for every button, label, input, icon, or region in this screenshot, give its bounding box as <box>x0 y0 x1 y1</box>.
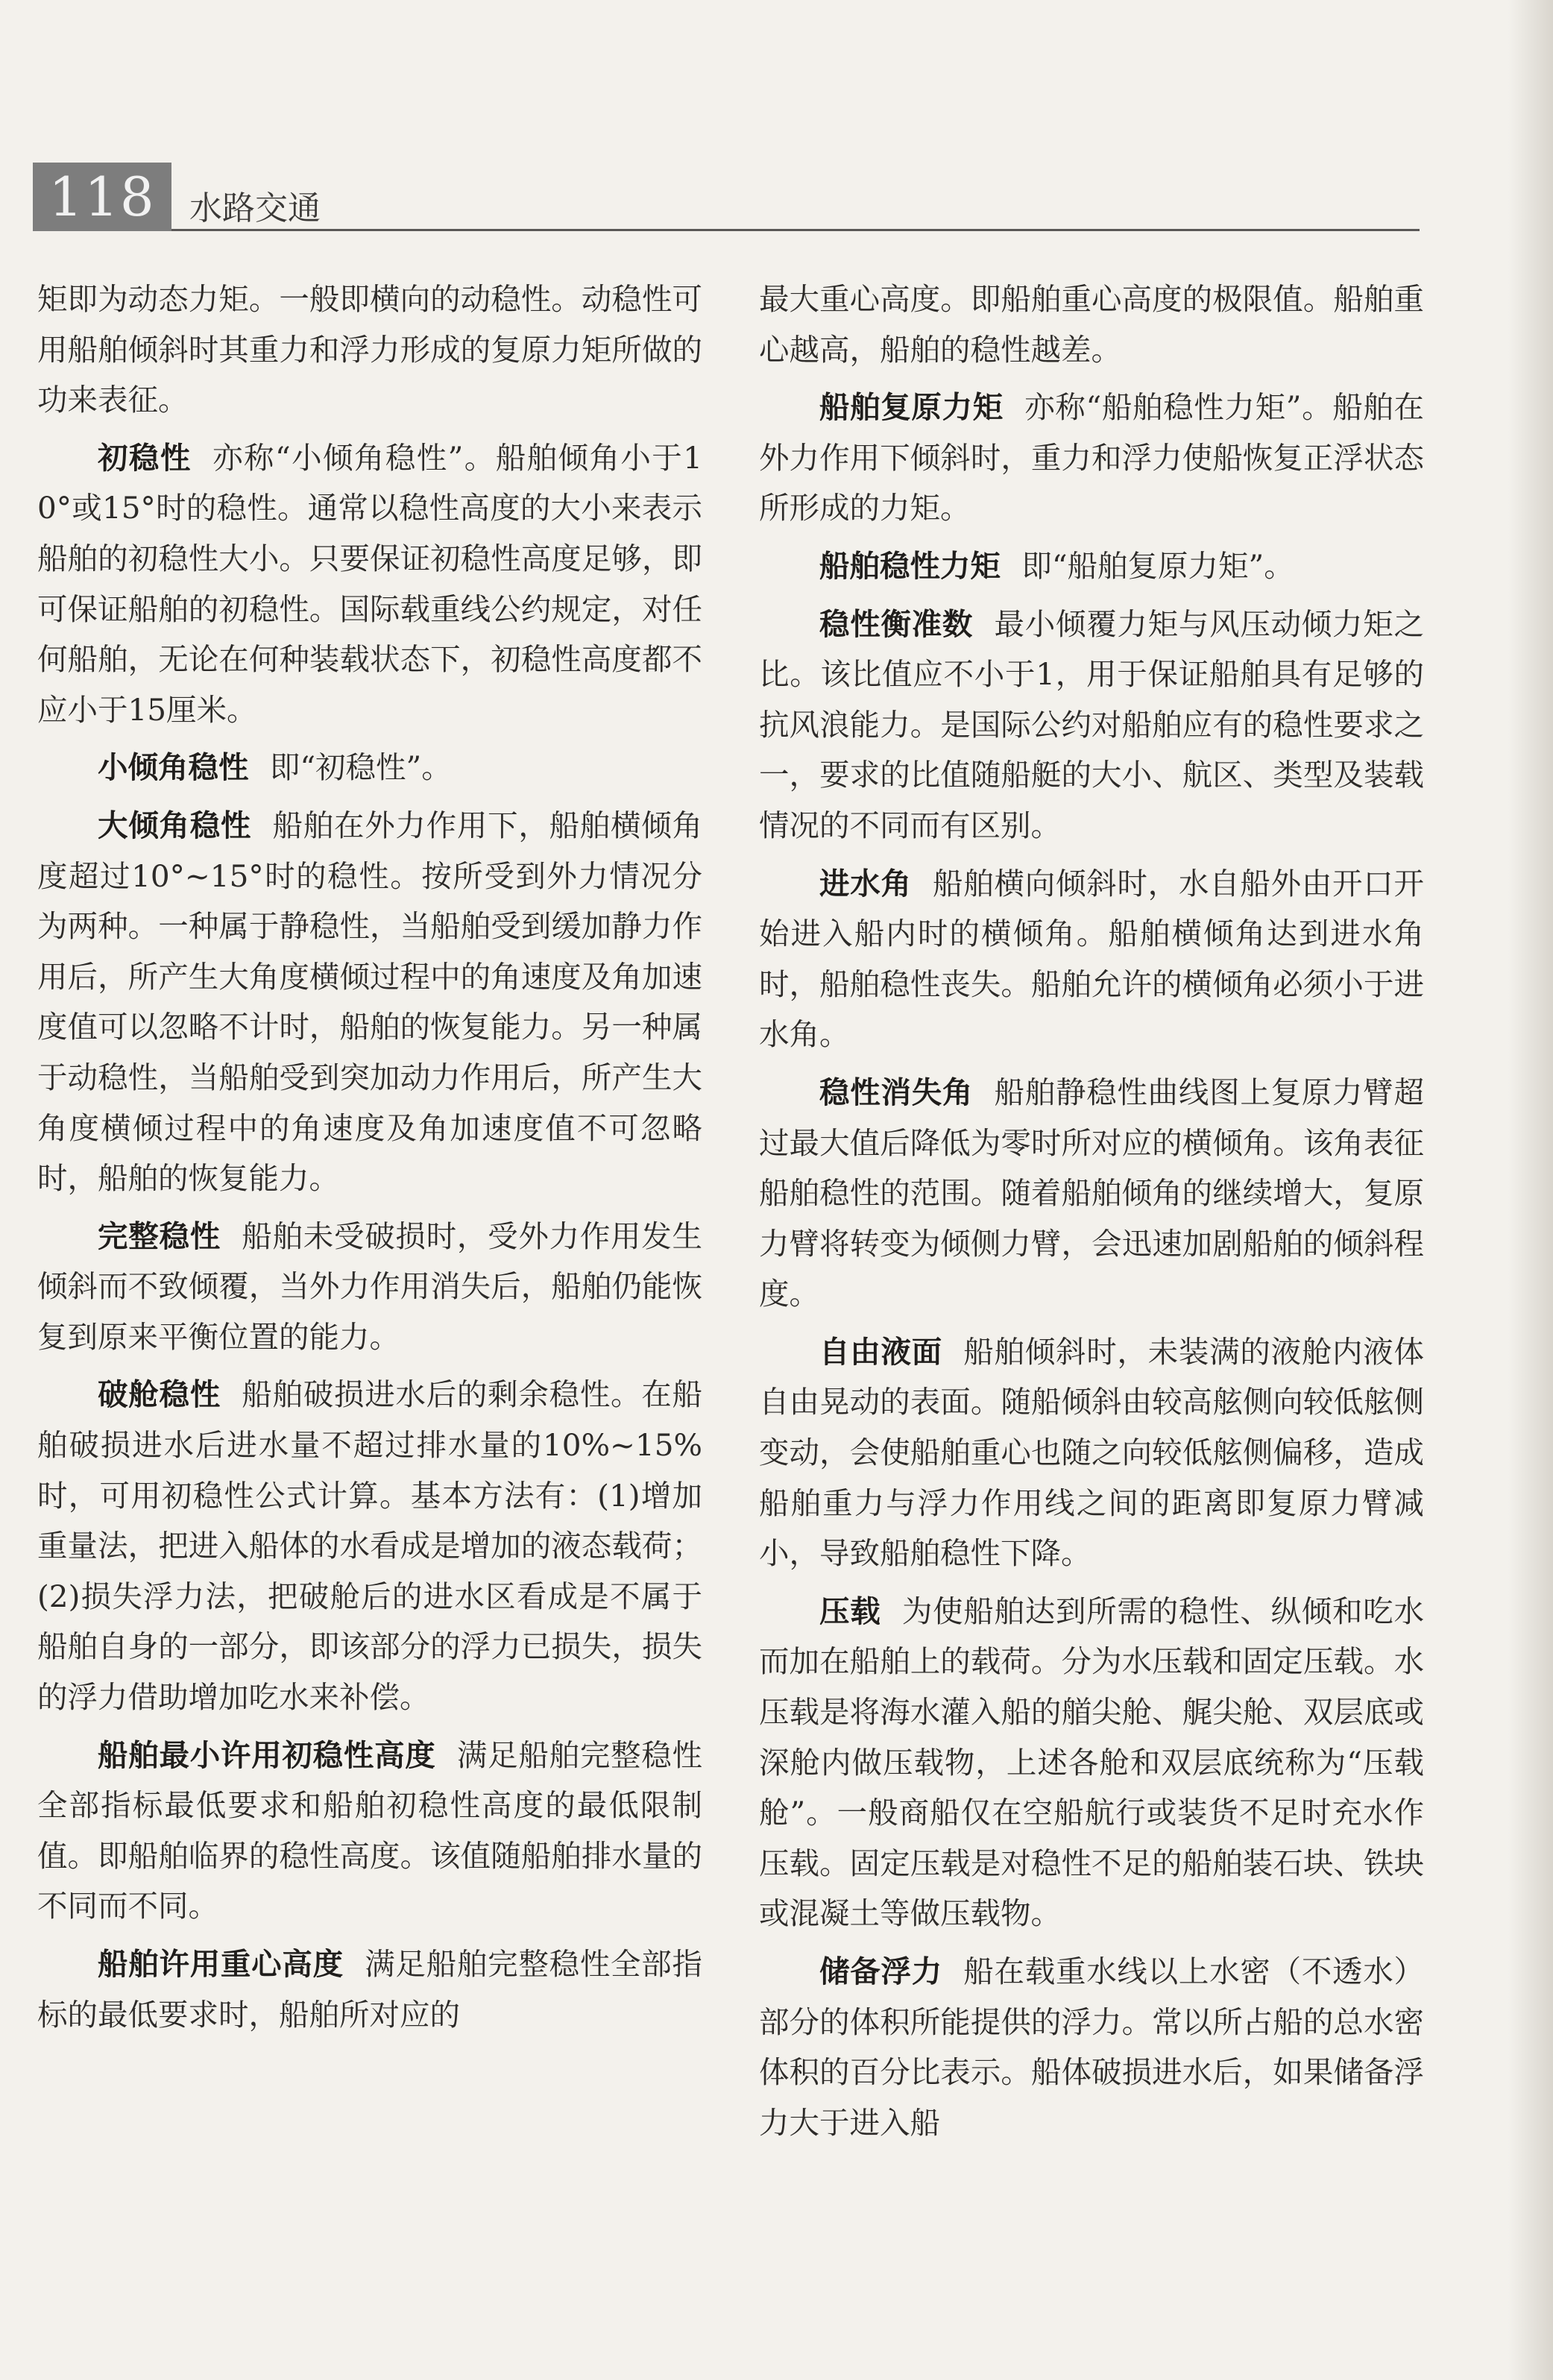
entry-term: 船舶许用重心高度 <box>98 1946 344 1982</box>
page-edge-shadow <box>1508 0 1553 2380</box>
entry-term: 压载 <box>819 1593 881 1629</box>
entry-term: 稳性衡准数 <box>819 605 974 642</box>
header-rule <box>171 229 1420 231</box>
glossary-entry <box>37 801 702 1204</box>
entry-definition: 船在载重水线以上水密（不透水）部分的体积所能提供的浮力。常以所占船的总水密体积的百分比表示。船体破损进水后，如果储备浮力大于进入船 <box>759 1954 1425 2141</box>
entry-definition: 最小倾覆力矩与风压动倾力矩之比。该比值应不小于1，用于保证船舶具有足够的抗风浪能力。是国际公约对船舶应有的稳性要求之一，要求的比值随船艇的大小、航区、类型及装载情况的不同而有区别。 <box>759 605 1425 843</box>
continued-paragraph <box>759 274 1424 375</box>
glossary-entry <box>37 1939 702 2040</box>
entry-definition: 最大重心高度。即船舶重心高度的极限值。船舶重心越高，船舶的稳性越差。 <box>759 281 1424 368</box>
entry-term: 大倾角稳性 <box>98 807 252 843</box>
entry-term: 小倾角稳性 <box>98 749 249 786</box>
entry-term: 稳性消失角 <box>819 1074 974 1110</box>
running-header <box>33 163 1420 231</box>
glossary-entry <box>759 599 1424 851</box>
glossary-entry <box>37 743 702 793</box>
entry-term: 储备浮力 <box>819 1954 942 1989</box>
glossary-entry <box>759 859 1424 1060</box>
entry-term: 破舱稳性 <box>98 1376 221 1413</box>
entry-term: 完整稳性 <box>98 1218 221 1254</box>
entry-term: 初稳性 <box>98 439 192 476</box>
glossary-entry <box>759 1327 1424 1579</box>
entry-definition: 船舶未受破损时，受外力作用发生倾斜而不致倾覆，当外力作用消失后，船舶仍能恢复到原来平衡位置的能力。 <box>37 1218 703 1355</box>
entry-definition: 船舶破损进水后的剩余稳性。在船舶破损进水后进水量不超过排水量的10%~15%时，可用初稳性公式计算。基本方法有：(1)增加重量法，把进入船体的水看成是增加的液态载荷；(2)损失浮力法，把破舱后的进水区看成是不属于船舶自身的一部分，即该部分的浮力已损失，损失的浮力借助增加吃水来补偿。 <box>37 1376 703 1716</box>
glossary-entry <box>759 1587 1424 1939</box>
entry-definition: 即“船舶复原力矩”。 <box>1021 547 1294 584</box>
entry-term: 自由液面 <box>819 1333 942 1370</box>
glossary-entry <box>759 1068 1424 1320</box>
continued-paragraph <box>37 274 702 426</box>
entry-definition: 船舶在外力作用下，船舶横倾角度超过10°~15°时的稳性。按所受到外力情况分为两种。一种属于静稳性，当船舶受到缓加静力作用后，所产生大角度横倾过程中的角速度及角加速度值可以忽略不计时，船舶的恢复能力。另一种属于动稳性，当船舶受到突加动力作用后，所产生大角度横倾过程中的角速度及角加速度值不可忽略时，船舶的恢复能力。 <box>37 807 703 1197</box>
entry-definition: 满足船舶完整稳性全部指标的最低要求时，船舶所对应的 <box>37 1946 703 2033</box>
entry-definition: 亦称“船舶稳性力矩”。船舶在外力作用下倾斜时，重力和浮力使船恢复正浮状态所形成的力矩。 <box>759 389 1424 526</box>
glossary-entry <box>37 433 702 736</box>
glossary-entry <box>759 1947 1424 2148</box>
entry-definition: 为使船舶达到所需的稳性、纵倾和吃水而加在船舶上的载荷。分为水压载和固定压载。水压载是将海水灌入船的艏尖舱、艉尖舱、双层底或深舱内做压载物，上述各舱和双层底统称为“压载舱”。一般商船仅在空船航行或装货不足时充水作压载。固定压载是对稳性不足的船舶装石块、铁块或混凝土等做压载物。 <box>759 1593 1425 1932</box>
right-text-column <box>759 274 1424 2156</box>
entry-term: 船舶最小许用初稳性高度 <box>98 1737 436 1773</box>
entry-term: 船舶稳性力矩 <box>819 547 1001 584</box>
entry-definition: 即“初稳性”。 <box>269 749 452 786</box>
entry-definition: 满足船舶完整稳性全部指标最低要求和船舶初稳性高度的最低限制值。即船舶临界的稳性高度。该值随船舶排水量的不同而不同。 <box>37 1737 703 1924</box>
page-number: 118 <box>33 163 171 231</box>
left-text-column <box>37 274 702 2047</box>
glossary-entry <box>37 1731 702 1932</box>
entry-definition: 船舶倾斜时，未装满的液舱内液体自由晃动的表面。随船倾斜由较高舷侧向较低舷侧变动，会使船舶重心也随之向较低舷侧偏移，造成船舶重力与浮力作用线之间的距离即复原力臂减小，导致船舶稳性下降。 <box>759 1333 1425 1572</box>
entry-term: 进水角 <box>819 865 912 901</box>
entry-definition: 矩即为动态力矩。一般即横向的动稳性。动稳性可用船舶倾斜时其重力和浮力形成的复原力矩所做的功来表征。 <box>37 281 702 418</box>
glossary-entry <box>37 1212 702 1363</box>
glossary-entry <box>759 541 1424 592</box>
entry-definition: 船舶静稳性曲线图上复原力臂超过最大值后降低为零时所对应的横倾角。该角表征船舶稳性的范围。随着船舶倾角的继续增大，复原力臂将转变为倾侧力臂，会迅速加剧船舶的倾斜程度。 <box>759 1074 1425 1312</box>
glossary-entry <box>759 382 1424 534</box>
glossary-entry <box>37 1370 702 1722</box>
entry-definition: 亦称“小倾角稳性”。船舶倾角小于10°或15°时的稳性。通常以稳性高度的大小来表示船舶的初稳性大小。只要保证初稳性高度足够，即可保证船舶的初稳性。国际载重线公约规定，对任何船舶，无论在何种装载状态下，初稳性高度都不应小于15厘米。 <box>37 439 702 728</box>
section-title: 水路交通 <box>189 189 321 227</box>
entry-definition: 船舶横向倾斜时，水自船外由开口开始进入船内时的横倾角。船舶横倾角达到进水角时，船舶稳性丧失。船舶允许的横倾角必须小于进水角。 <box>759 865 1425 1053</box>
entry-term: 船舶复原力矩 <box>819 389 1004 426</box>
